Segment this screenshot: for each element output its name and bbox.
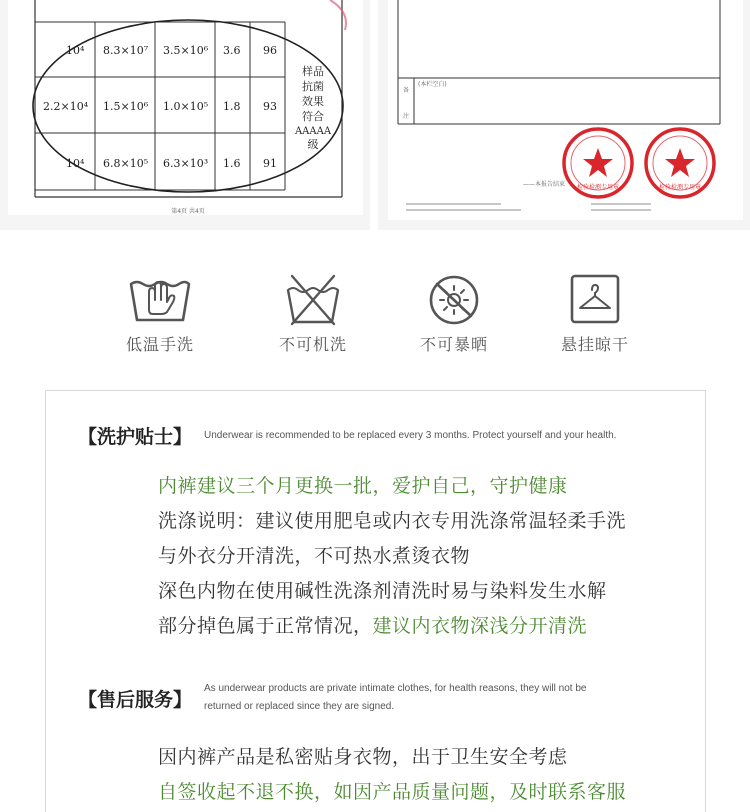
- result-line-5: AAAAA: [294, 126, 332, 137]
- result-line-6: 级: [307, 138, 319, 151]
- care-label-no-sun: 不可暴晒: [419, 335, 488, 354]
- after-sales-header: [78, 680, 586, 716]
- result-line-4: 符合: [302, 110, 324, 123]
- care-label-hang-dry: 悬挂晾干: [560, 335, 629, 354]
- remark-label-2: 注: [402, 113, 410, 120]
- report-scans: [0, 0, 750, 235]
- cell-r2c3: 1.0×10⁵: [163, 100, 209, 113]
- cell-r1c5: 96: [263, 44, 277, 57]
- cell-r1c4: 3.6: [223, 44, 241, 57]
- remark-blank: (本栏空白): [418, 81, 447, 88]
- report-page-right: [378, 0, 750, 230]
- care-item-hand-wash: [100, 270, 220, 355]
- after-sales-line-2: 自签收起不退不换，如因产品质量问题，及时联系客服: [158, 781, 627, 803]
- report-table-image: [0, 0, 370, 230]
- report-page-left: [0, 0, 370, 230]
- tips-header: [78, 422, 616, 449]
- cell-r3c5: 91: [263, 157, 277, 170]
- cell-r3c4: 1.6: [223, 157, 241, 170]
- care-item-no-machine-wash: [253, 270, 373, 355]
- svg-text:检验检测专用章: 检验检测专用章: [658, 184, 702, 191]
- hang-dry-icon: [560, 270, 630, 326]
- cell-r3c2: 6.8×10⁵: [103, 157, 149, 170]
- tips-line-4: 深色内物在使用碱性洗涤剂清洗时易与染料发生水解: [158, 580, 607, 602]
- no-sun-icon: [419, 270, 489, 326]
- report-end-note: ——本报告结束: [523, 181, 566, 188]
- no-machine-wash-icon: [278, 270, 348, 326]
- cell-r1c2: 8.3×10⁷: [103, 44, 149, 57]
- care-label-no-machine-wash: 不可机洗: [278, 335, 347, 354]
- care-label-hand-wash: 低温手洗: [125, 335, 194, 354]
- result-line-2: 抗菌: [302, 80, 324, 93]
- cell-r3c3: 6.3×10³: [163, 157, 209, 170]
- cell-r2c1: 2.2×10⁴: [43, 100, 89, 113]
- cell-r1c1: 10⁴: [66, 44, 85, 57]
- tips-english-note: Underwear is recommended to be replaced every 3 months. Protect yourself and your health.: [204, 429, 617, 441]
- care-item-no-sun: [394, 270, 514, 355]
- hand-wash-tub-icon: [125, 270, 195, 326]
- report-page-footer: 第4页 共4页: [171, 208, 205, 215]
- tips-line-1: 内裤建议三个月更换一批，爱护自己，守护健康: [158, 475, 568, 497]
- tips-line-5-highlight: 建议内衣物深浅分开清洗: [372, 615, 588, 637]
- after-sales-title: 【售后服务】: [78, 688, 193, 711]
- report-stamps-image: [378, 0, 750, 230]
- cell-r3c1: 10⁴: [66, 157, 85, 170]
- tips-line-2: 洗涤说明：建议使用肥皂或内衣专用洗涤常温轻柔手洗: [158, 510, 627, 532]
- cell-r1c3: 3.5×10⁶: [163, 44, 209, 57]
- tips-line-5-normal: 部分掉色属于正常情况，: [158, 615, 373, 637]
- cell-r2c2: 1.5×10⁶: [103, 100, 149, 113]
- care-instructions: [0, 270, 750, 365]
- after-sales-line-1: 因内裤产品是私密贴身衣物，出于卫生安全考虑: [158, 746, 568, 768]
- svg-text:检验检测专用章: 检验检测专用章: [576, 184, 620, 191]
- after-sales-english-note: As underwear products are private intimate clothes, for health reasons, they will not be returned or replaced since they are signed.: [204, 683, 587, 712]
- care-tips-panel: [45, 390, 706, 812]
- tips-title: 【洗护贴士】: [78, 426, 193, 448]
- result-line-1: 样品: [302, 65, 324, 78]
- cell-r2c5: 93: [263, 100, 277, 113]
- care-item-hang-dry: [535, 270, 655, 355]
- cell-r2c4: 1.8: [223, 100, 241, 113]
- tips-line-5: [158, 614, 587, 638]
- tips-line-3: 与外衣分开清洗，不可热水煮烫衣物: [158, 545, 471, 567]
- result-line-3: 效果: [302, 95, 324, 108]
- remark-label-1: 备: [402, 87, 410, 94]
